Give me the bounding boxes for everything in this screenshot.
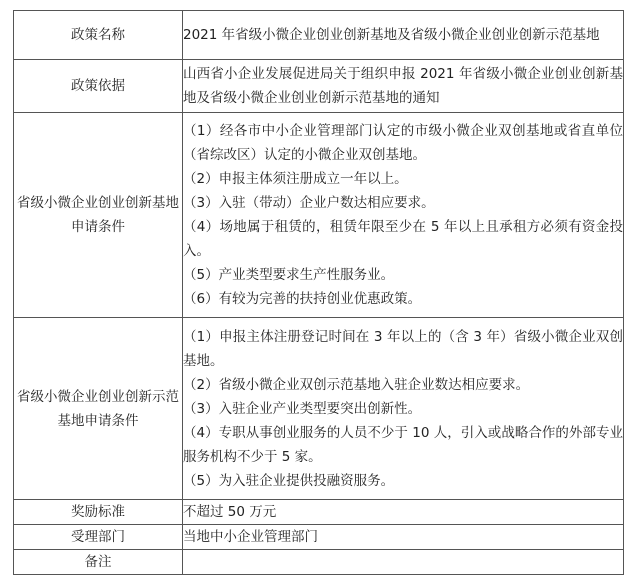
label-accepting-department: 受理部门 [14,525,183,550]
value-remarks [183,550,624,575]
value-policy-basis: 山西省小企业发展促进局关于组织申报 2021 年省级小微企业创业创新基地及省级小微企业创业创新示范基地的通知 [183,60,624,113]
condition-item: （6）有较为完善的扶持创业优惠政策。 [183,291,422,307]
row-policy-basis [14,60,624,113]
label-policy-basis: 政策依据 [14,60,183,113]
label-base-conditions: 省级小微企业创业创新基地申请条件 [14,113,183,318]
row-policy-name [14,11,624,60]
value-base-conditions [183,113,624,318]
condition-item: （4）专职从事创业服务的人员不少于 10 人，引入或战略合作的外部专业服务机构不少于 5 家。 [183,424,623,465]
condition-item: （5）产业类型要求生产性服务业。 [183,267,395,283]
condition-item: （3）入驻（带动）企业户数达相应要求。 [183,195,435,211]
value-policy-name: 2021 年省级小微企业创业创新基地及省级小微企业创业创新示范基地 [183,11,624,60]
condition-item: （5）为入驻企业提供投融资服务。 [183,472,395,489]
label-demo-base-conditions: 省级小微企业创业创新示范基地申请条件 [14,318,183,500]
policy-table [13,10,624,575]
condition-item: （4）场地属于租赁的，租赁年限至少在 5 年以上且承租方必须有资金投入。 [183,219,623,259]
condition-item: （1）经各市中小企业管理部门认定的市级小微企业双创基地或省直单位（省综改区）认定的小微企业双创基地。 [183,123,623,163]
row-reward-standard [14,500,624,525]
label-remarks: 备注 [14,550,183,575]
condition-item: （3）入驻企业产业类型要突出创新性。 [183,400,422,417]
row-remarks [14,550,624,575]
label-policy-name: 政策名称 [14,11,183,60]
row-accepting-department [14,525,624,550]
condition-item: （2）申报主体须注册成立一年以上。 [183,171,408,187]
condition-item: （2）省级小微企业双创示范基地入驻企业数达相应要求。 [183,376,530,393]
value-demo-base-conditions [183,318,624,500]
condition-item: （1）申报主体注册登记时间在 3 年以上的（含 3 年）省级小微企业双创基地。 [183,328,623,369]
value-accepting-department: 当地中小企业管理部门 [183,525,624,550]
label-reward-standard: 奖励标准 [14,500,183,525]
row-demo-base-conditions [14,318,624,500]
row-base-conditions [14,113,624,318]
value-reward-standard: 不超过 50 万元 [183,500,624,525]
